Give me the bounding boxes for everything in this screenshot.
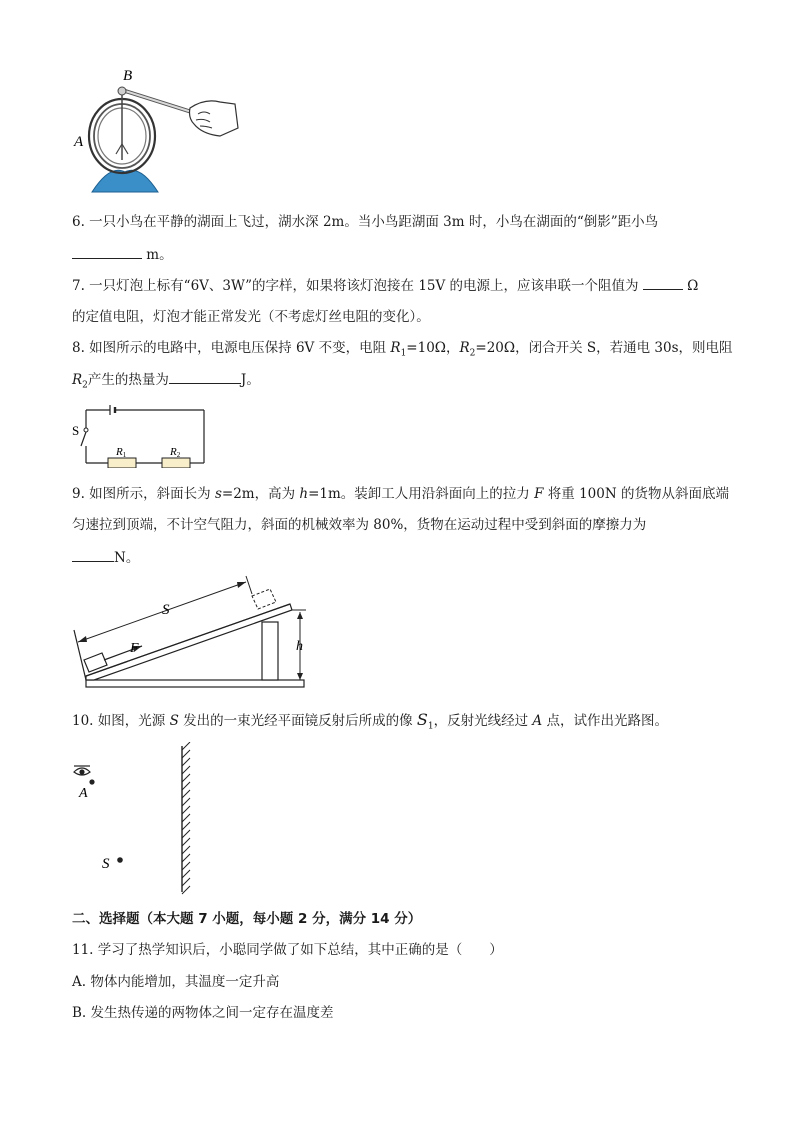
question-7-line2 [72, 307, 430, 327]
incline-h-label: h [296, 639, 303, 654]
mirror-point-a-label: A [79, 786, 88, 801]
var-f: F [534, 486, 544, 502]
question-8-text-a: 8. 如图所示的电路中，电源电压保持 6V 不变，电阻 [72, 340, 391, 356]
question-11-stem: 11. 学习了热学知识后，小聪同学做了如下总结，其中正确的是（ ） [72, 942, 503, 958]
var-r1-sub: 1 [400, 348, 407, 359]
var-r2: R [459, 340, 470, 356]
circuit-r2-label: R2 [170, 446, 181, 459]
option-b-text: B. 发生热传递的两物体之间一定存在温度差 [72, 1005, 334, 1021]
question-9-text-a: 9. 如图所示，斜面长为 [72, 486, 215, 502]
question-10-text-b: 发出的一束光经平面镜反射后所成的像 [178, 713, 417, 729]
var-image-s1-sub: 1 [427, 721, 434, 732]
question-9-answer-line [72, 547, 139, 568]
answer-blank-9[interactable] [72, 547, 114, 562]
question-8 [72, 338, 733, 364]
question-6 [72, 212, 658, 232]
question-8-text-c: =20Ω，闭合开关 S，若通电 30s，则电阻 [475, 340, 733, 356]
var-source-s: S [169, 713, 179, 729]
section-2-title-text: 二、选择题（本大题 7 小题，每小题 2 分，满分 14 分） [72, 911, 422, 927]
var-r2-line2-sub: 2 [82, 380, 88, 391]
question-9-text-c: =1m。装卸工人用沿斜面向上的拉力 [308, 486, 535, 502]
var-h: h [299, 486, 309, 502]
question-9-text-b: =2m，高为 [221, 486, 300, 502]
incline-s-label: S [162, 602, 170, 618]
question-8-unit: J。 [240, 372, 260, 388]
question-7-text: 7. 一只灯泡上标有“6V、3W”的字样，如果将该灯泡接在 15V 的电源上，应该串联一个阻值为 [72, 278, 639, 294]
question-11-option-a[interactable] [72, 972, 279, 992]
var-point-a: A [532, 713, 543, 729]
question-9-text-e: 匀速拉到顶端，不计空气阻力，斜面的机械效率为 80%，货物在运动过程中受到斜面的摩擦力为 [72, 517, 647, 533]
answer-blank-7[interactable] [643, 275, 683, 290]
question-11-option-b[interactable] [72, 1003, 334, 1023]
answer-blank-6[interactable] [72, 244, 142, 259]
incline-f-label: F [130, 641, 139, 656]
question-7-text-2: 的定值电阻，灯泡才能正常发光（不考虑灯丝电阻的变化）。 [72, 309, 430, 325]
ring-label-a: A [74, 134, 84, 150]
question-8-line2 [72, 369, 260, 396]
circuit-figure [70, 402, 210, 468]
question-8-text-d: 产生的热量为 [87, 372, 169, 388]
question-6-answer-line [72, 244, 173, 265]
mirror-figure [70, 742, 200, 898]
var-r1: R [390, 340, 401, 356]
eye-icon [74, 766, 90, 775]
question-10 [72, 710, 668, 737]
mirror-source-s-label: S [102, 856, 110, 872]
section-2-title [72, 909, 421, 929]
option-a-text: A. 物体内能增加，其温度一定升高 [72, 974, 280, 990]
question-9-line2 [72, 515, 646, 535]
var-image-s1: S [416, 710, 428, 729]
question-10-text-d: 点，试作出光路图。 [542, 713, 668, 729]
question-7 [72, 275, 698, 296]
ring-label-b: B [123, 68, 133, 84]
question-6-text: 6. 一只小鸟在平静的湖面上飞过，湖水深 2m。当小鸟距湖面 3m 时，小鸟在湖面的“倒影”距小鸟 [72, 214, 659, 230]
question-9-text-d: 将重 100N 的货物从斜面底端 [543, 486, 729, 502]
question-10-text-c: ，反射光线经过 [433, 713, 533, 729]
circuit-switch-label: S [72, 423, 80, 438]
var-r2-line2: R [72, 372, 83, 388]
question-8-text-b: =10Ω， [406, 340, 460, 356]
ring-apparatus-figure [70, 64, 250, 198]
question-6-unit: m。 [146, 247, 173, 263]
question-11 [72, 940, 503, 960]
var-r2-sub: 2 [469, 348, 476, 359]
question-7-unit: Ω [687, 278, 699, 294]
question-9 [72, 484, 729, 504]
question-9-unit: N。 [114, 550, 140, 566]
answer-blank-8[interactable] [169, 369, 241, 384]
circuit-r1-label: R1 [116, 446, 127, 459]
question-10-text-a: 10. 如图，光源 [72, 713, 170, 729]
incline-figure [70, 572, 310, 692]
var-s: s [214, 486, 222, 502]
